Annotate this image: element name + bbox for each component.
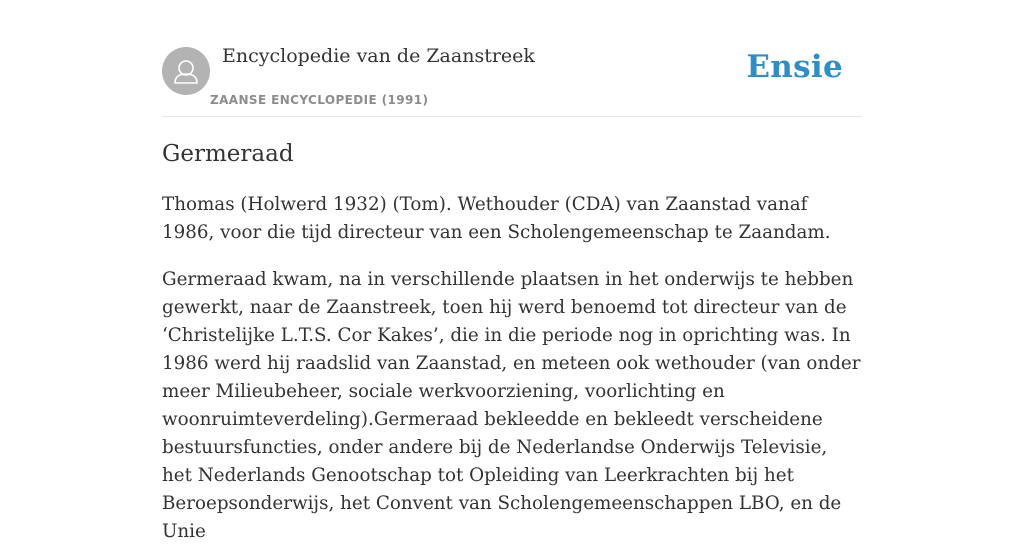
- user-icon: [162, 47, 210, 95]
- avatar[interactable]: [162, 47, 210, 95]
- source-subtitle: ZAANSE ENCYCLOPEDIE (1991): [210, 93, 429, 107]
- article-paragraph: Thomas (Holwerd 1932) (Tom). Wethouder (CDA) van Zaanstad vanaf 1986, voor die tijd directeur van een Scholengemeenschap te Zaandam.: [162, 194, 831, 243]
- article-paragraph: Germeraad kwam, na in verschillende plaatsen in het onderwijs te hebben gewerkt, naar de Zaanstreek, toen hij werd benoemd tot directeur van de ‘Christelijke L.T.S. Cor Kakes’, die in die periode nog in oprichting was. In 1986 werd hij raadslid van Zaanstad, en meteen ook wethouder (van onder meer Milieubeheer, sociale werkvoorziening, voorlichting en woonruimteverdeling).Germeraad bekleedde en bekleedt verscheidene bestuursfuncties, onder andere bij de Nederlandse Onderwijs Televisie, het Nederlands Genootschap tot Opleiding van Leerkrachten bij het Beroepsonderwijs, het Convent van Scholengemeenschappen LBO, en de Unie: [162, 269, 861, 542]
- ensie-logo[interactable]: Ensie: [746, 49, 843, 85]
- article-title: Germeraad: [162, 141, 294, 167]
- article-content: [162, 139, 862, 546]
- source-title[interactable]: Encyclopedie van de Zaanstreek: [222, 45, 535, 67]
- source-header: [162, 0, 862, 117]
